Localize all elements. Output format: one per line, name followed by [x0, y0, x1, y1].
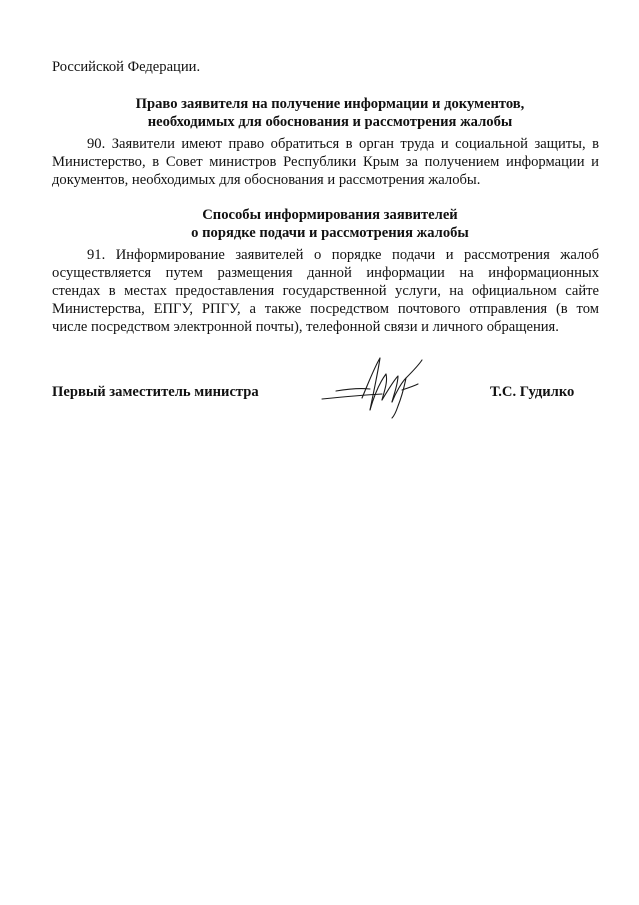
section1-paragraph-line: документов, необходимых для обоснования и рассмотрения жалобы. [52, 172, 481, 188]
section2-heading-line1: Способы информирования заявителей [202, 207, 458, 223]
signatory-position: Первый заместитель министра [52, 384, 259, 400]
intro-line: Российской Федерации. [52, 59, 201, 75]
section2-paragraph-line: числе посредством электронной почты), телефонной связи и личного обращения. [52, 319, 559, 335]
section2-paragraph-line: осуществляется путем размещения данной информации на информационных [52, 265, 599, 281]
section2-heading-line2: о порядке подачи и рассмотрения жалобы [191, 225, 469, 241]
section1-paragraph-line: 90. Заявители имеют право обратиться в орган труда и социальной защиты, в [87, 136, 599, 152]
section2-paragraph-line: 91. Информирование заявителей о порядке подачи и рассмотрения жалоб [87, 247, 599, 263]
section2-paragraph-line: Министерства, ЕПГУ, РПГУ, а также посредством почтового отправления (в том [52, 301, 599, 317]
section1-heading-line2: необходимых для обоснования и рассмотрения жалобы [147, 114, 513, 130]
handwritten-signature-icon [318, 352, 430, 422]
section2-paragraph-line: стендах в местах предоставления государственной услуги, на официальном сайте [52, 283, 599, 299]
section1-heading-line1: Право заявителя на получение информации и документов, [135, 96, 525, 112]
signatory-name: Т.С. Гудилко [490, 384, 575, 400]
section1-paragraph-line: Министерство, в Совет министров Республики Крым за получением информации и [52, 154, 599, 170]
